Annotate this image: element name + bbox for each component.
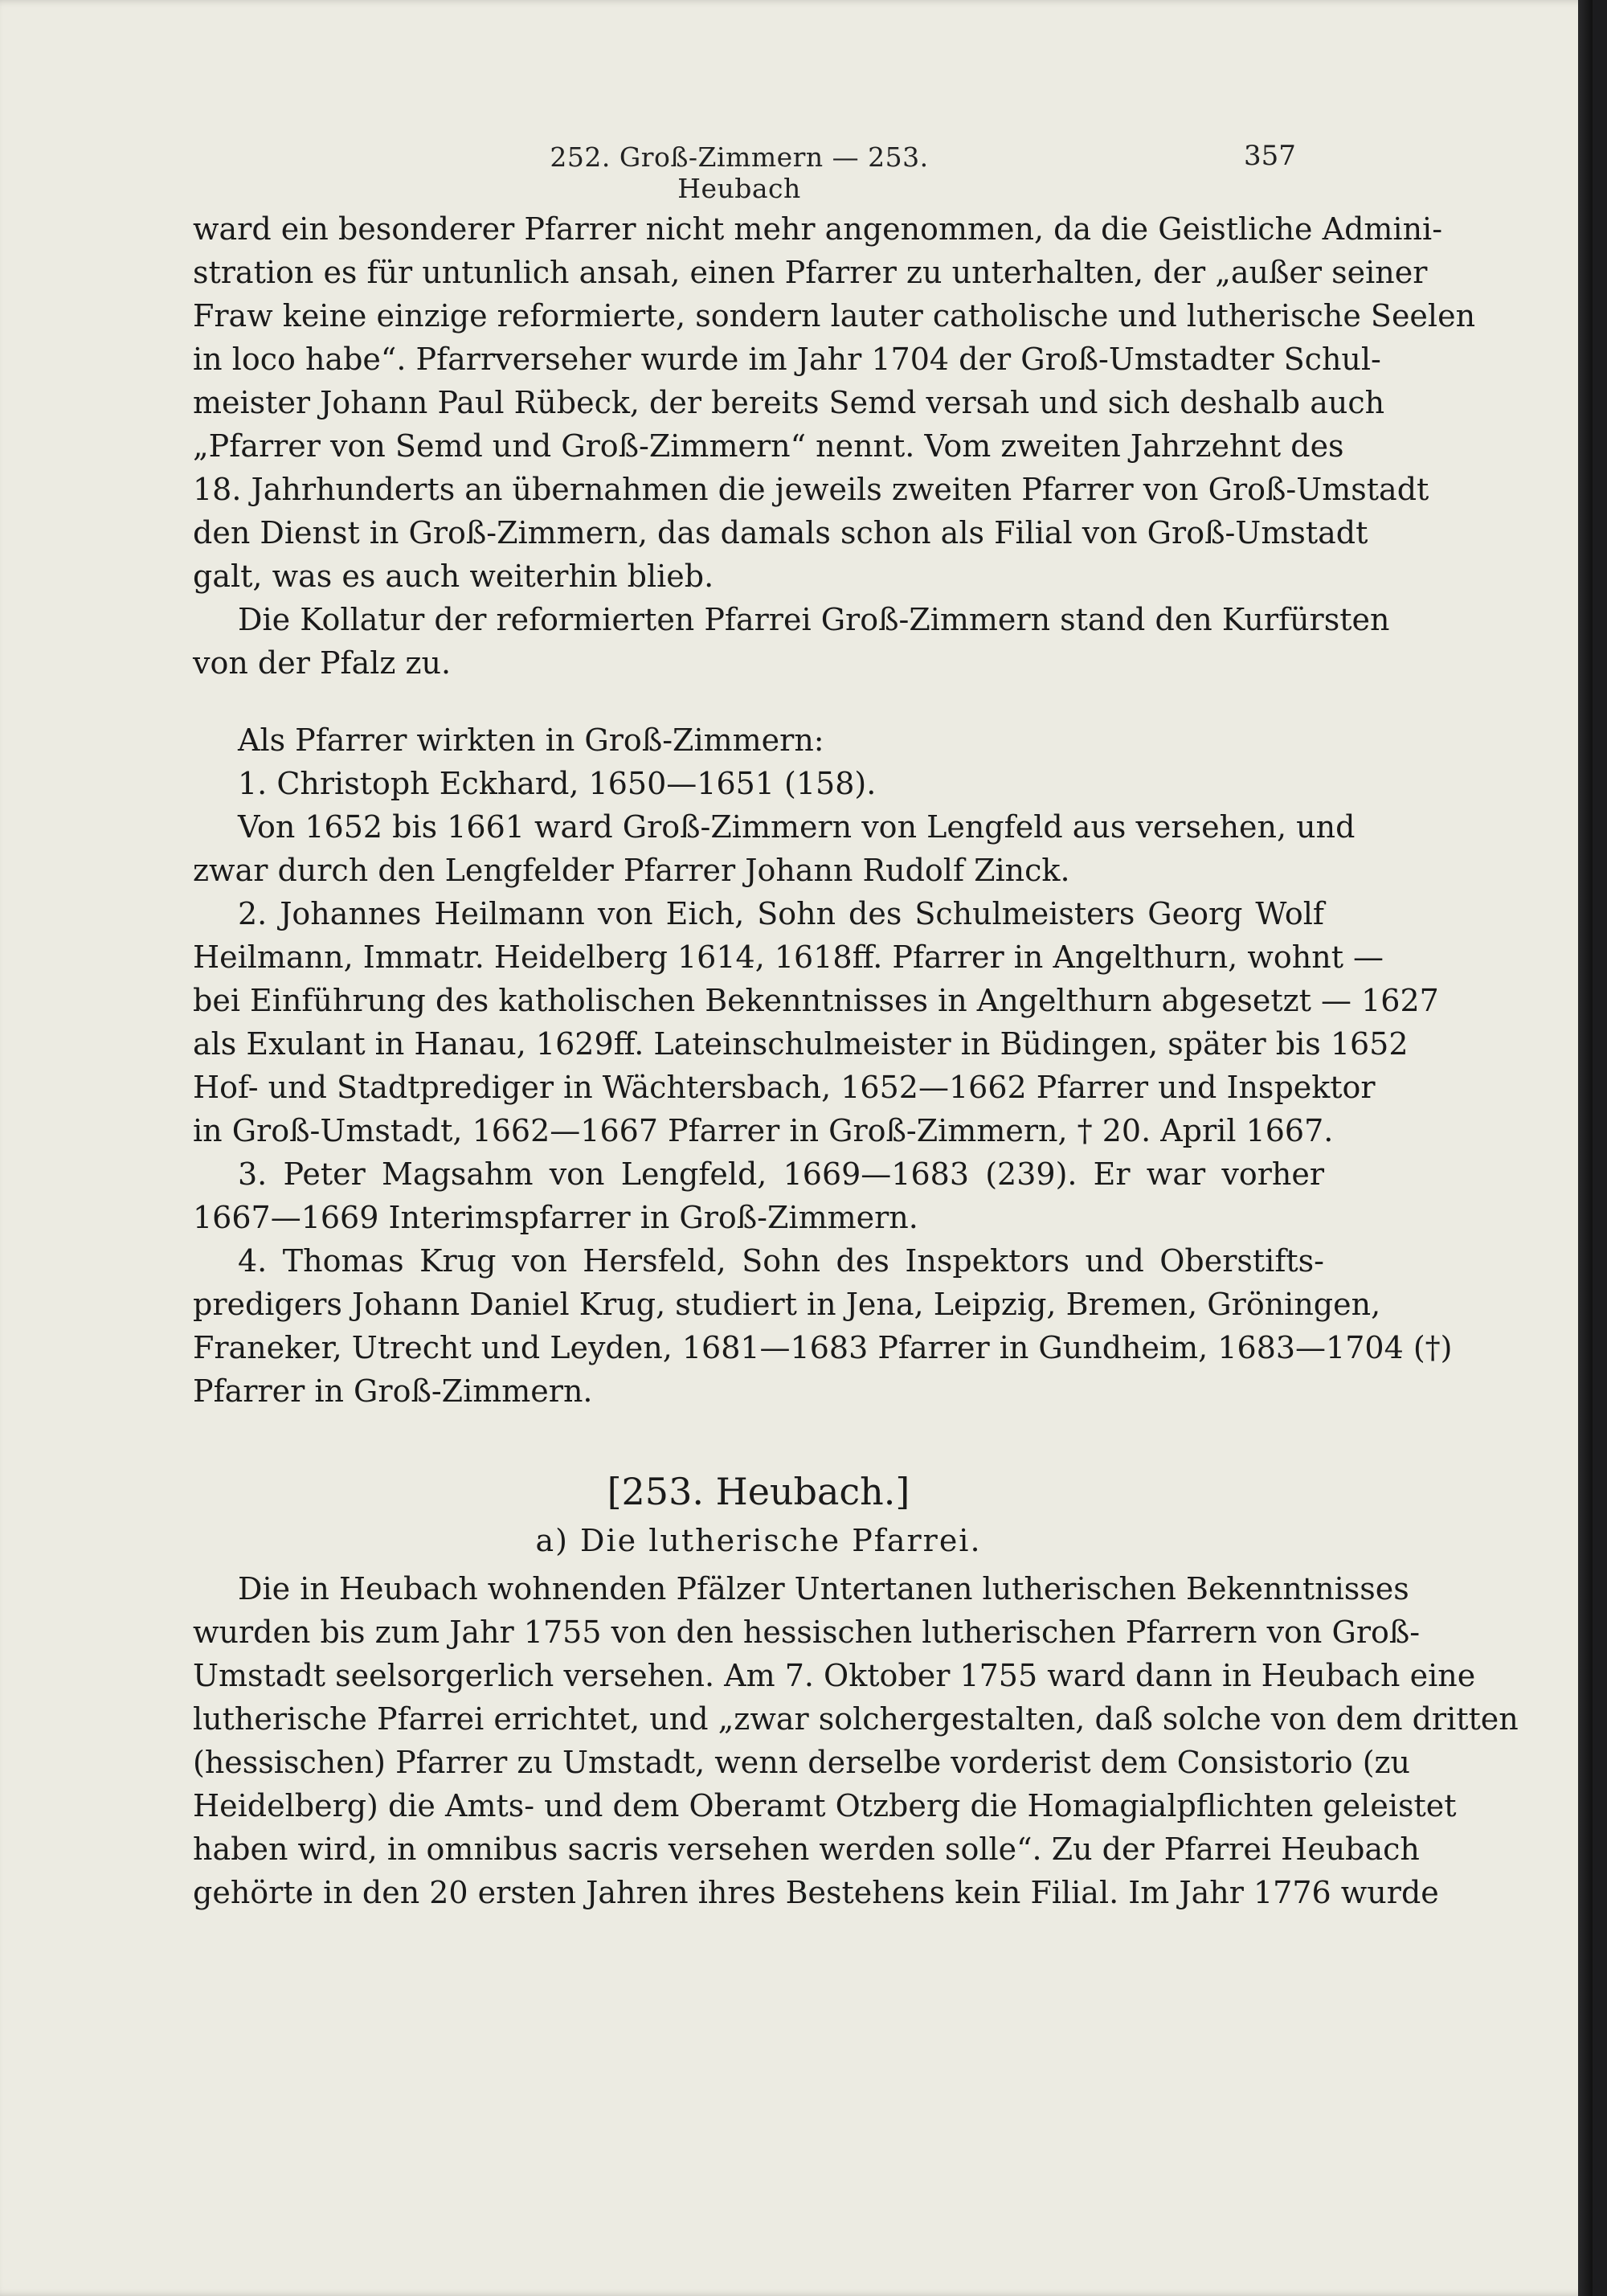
text-line: Heilmann, Immatr. Heidelberg 1614, 1618ff. Pfarrer in Angelthurn, wohnt — xyxy=(193,939,1384,975)
list-item: 1. Christoph Eckhard, 1650—1651 (158). xyxy=(238,766,877,801)
text-line: haben wird, in omnibus sacris versehen werden solle“. Zu der Pfarrei Heubach xyxy=(193,1831,1420,1867)
list-intro: Als Pfarrer wirkten in Groß-Zimmern: xyxy=(238,722,824,758)
text-line: den Dienst in Groß-Zimmern, das damals schon als Filial von Groß-Umstadt xyxy=(193,515,1368,550)
list-item: 4. Thomas Krug von Hersfeld, Sohn des Inspektors und Oberstifts- xyxy=(238,1243,1324,1279)
text-line: als Exulant in Hanau, 1629ff. Lateinschulmeister in Büdingen, später bis 1652 xyxy=(193,1026,1409,1062)
page-edge xyxy=(1578,0,1593,2296)
text-line: lutherische Pfarrei errichtet, und „zwar solchergestalten, daß solche von dem dritten xyxy=(193,1701,1519,1737)
text-line: Die in Heubach wohnenden Pfälzer Untertanen lutherischen Bekenntnisses xyxy=(238,1571,1409,1606)
section-gap xyxy=(193,1413,1324,1466)
section-heading: [253. Heubach.] xyxy=(607,1470,910,1513)
text-line: in Groß-Umstadt, 1662—1667 Pfarrer in Groß-Zimmern, † 20. April 1667. xyxy=(193,1113,1334,1148)
text-line: Franeker, Utrecht und Leyden, 1681—1683 Pfarrer in Gundheim, 1683—1704 (†) xyxy=(193,1330,1453,1365)
text-line: meister Johann Paul Rübeck, der bereits Semd versah und sich deshalb auch xyxy=(193,385,1385,420)
text-line: Hof- und Stadtprediger in Wächtersbach, 1652—1662 Pfarrer und Inspektor xyxy=(193,1070,1376,1105)
text-line: gehörte in den 20 ersten Jahren ihres Bestehens kein Filial. Im Jahr 1776 wurde xyxy=(193,1875,1439,1910)
text-line: Von 1652 bis 1661 ward Groß-Zimmern von Lengfeld aus versehen, und xyxy=(238,809,1356,845)
text-line: wurden bis zum Jahr 1755 von den hessischen lutherischen Pfarrern von Groß- xyxy=(193,1615,1421,1650)
text-line: in loco habe“. Pfarrverseher wurde im Jahr 1704 der Groß-Umstadter Schul- xyxy=(193,342,1381,377)
text-line: predigers Johann Daniel Krug, studiert in Jena, Leipzig, Bremen, Gröningen, xyxy=(193,1287,1381,1322)
list-item: 2. Johannes Heilmann von Eich, Sohn des Schulmeisters Georg Wolf xyxy=(238,896,1324,931)
body-text xyxy=(193,207,1519,1914)
text-line: 1667—1669 Interimspfarrer in Groß-Zimmern. xyxy=(193,1200,918,1235)
text-line: galt, was es auch weiterhin blieb. xyxy=(193,559,714,594)
list-item: 3. Peter Magsahm von Lengfeld, 1669—1683 (239). Er war vorher xyxy=(238,1156,1324,1192)
running-head: 252. Groß-Zimmern — 253. Heubach xyxy=(550,141,929,204)
text-line: (hessischen) Pfarrer zu Umstadt, wenn derselbe vorderist dem Consistorio (zu xyxy=(193,1745,1411,1780)
text-line: Umstadt seelsorgerlich versehen. Am 7. Oktober 1755 ward dann in Heubach eine xyxy=(193,1658,1476,1693)
text-line: bei Einführung des katholischen Bekenntnisses in Angelthurn abgesetzt — 1627 xyxy=(193,983,1439,1018)
text-line: Fraw keine einzige reformierte, sondern lauter catholische und lutherische Seelen xyxy=(193,298,1476,334)
text-line: Die Kollatur der reformierten Pfarrei Groß-Zimmern stand den Kurfürsten xyxy=(238,602,1390,637)
page-number: 357 xyxy=(1244,140,1296,172)
paragraph-gap xyxy=(193,685,1324,718)
subsection-heading: a) Die lutherische Pfarrei. xyxy=(535,1523,982,1558)
text-line: Heidelberg) die Amts- und dem Oberamt Otzberg die Homagialpflichten geleistet xyxy=(193,1788,1457,1823)
text-line: von der Pfalz zu. xyxy=(193,645,452,681)
text-line: stration es für untunlich ansah, einen Pfarrer zu unterhalten, der „außer seiner xyxy=(193,255,1428,290)
text-line: 18. Jahrhunderts an übernahmen die jeweils zweiten Pfarrer von Groß-Umstadt xyxy=(193,472,1429,507)
text-line: ward ein besonderer Pfarrer nicht mehr angenommen, da die Geistliche Admini- xyxy=(193,211,1443,247)
text-line: Pfarrer in Groß-Zimmern. xyxy=(193,1373,593,1409)
text-line: „Pfarrer von Semd und Groß-Zimmern“ nennt. Vom zweiten Jahrzehnt des xyxy=(193,428,1344,464)
text-line: zwar durch den Lengfelder Pfarrer Johann Rudolf Zinck. xyxy=(193,853,1070,888)
